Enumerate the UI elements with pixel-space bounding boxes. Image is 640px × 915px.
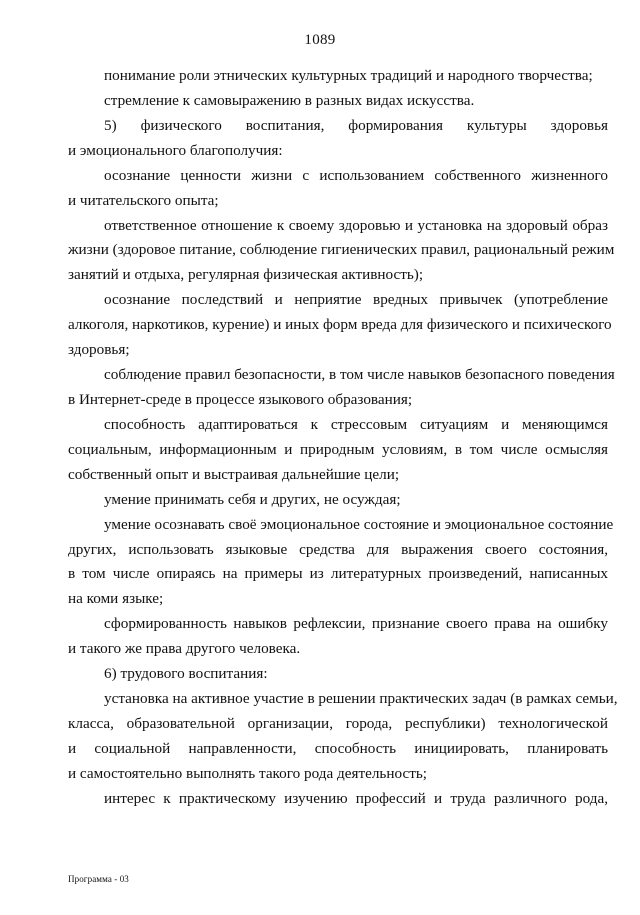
text-line: и читательского опыта;	[68, 191, 219, 209]
document-body	[68, 64, 618, 812]
text-line: понимание роли этнических культурных традиций и народного творчества;	[104, 67, 593, 84]
text-line: 6) трудового воспитания:	[104, 665, 268, 683]
text-line: в том числе опираясь на примеры из литературных произведений, написанных	[68, 565, 608, 583]
text-line: в Интернет-среде в процессе языкового образования;	[68, 390, 413, 408]
text-line: собственный опыт и выстраивая дальнейшие цели;	[68, 465, 400, 483]
text-line: осознание последствий и неприятие вредных привычек (употребление	[104, 291, 608, 309]
footer-program-label: Программа - 03	[68, 874, 129, 884]
text-line: класса, образовательной организации, города, республики) технологической	[68, 714, 608, 732]
text-line: социальным, информационным и природным условиям, в том числе осмысляя	[68, 440, 608, 458]
text-line: ответственное отношение к своему здоровью и установка на здоровый образ	[104, 216, 608, 234]
text-line: и эмоционального благополучия:	[68, 141, 283, 159]
text-line: и самостоятельно выполнять такого рода деятельность;	[68, 764, 427, 782]
text-line: жизни (здоровое питание, соблюдение гигиенических правил, рациональный режим	[68, 241, 615, 259]
text-line: умение осознавать своё эмоциональное состояние и эмоциональное состояние	[104, 515, 614, 533]
text-line: и такого же права другого человека.	[68, 640, 301, 658]
text-line: осознание ценности жизни с использованием собственного жизненного	[104, 166, 608, 184]
text-line: алкоголя, наркотиков, курение) и иных форм вреда для физического и психического	[68, 316, 612, 334]
text-line: занятий и отдыха, регулярная физическая активность);	[68, 266, 424, 284]
text-line: здоровья;	[68, 341, 130, 359]
text-line: интерес к практическому изучению профессий и труда различного рода,	[104, 789, 608, 807]
text-line: на коми языке;	[68, 590, 164, 608]
text-line: других, использовать языковые средства для выражения своего состояния,	[68, 540, 608, 558]
text-line: установка на активное участие в решении практических задач (в рамках семьи,	[104, 690, 618, 708]
text-line: сформированность навыков рефлексии, признание своего права на ошибку	[104, 615, 608, 633]
text-line: умение принимать себя и других, не осуждая;	[104, 490, 401, 508]
text-line: стремление к самовыражению в разных видах искусства.	[104, 91, 475, 109]
page-number: 1089	[304, 32, 336, 48]
text-line: 5) физического воспитания, формирования культуры здоровья	[104, 116, 608, 134]
text-line: и социальной направленности, способность инициировать, планировать	[68, 739, 608, 757]
text-line: соблюдение правил безопасности, в том числе навыков безопасного поведения	[104, 366, 615, 384]
text-line: способность адаптироваться к стрессовым ситуациям и меняющимся	[104, 415, 608, 433]
